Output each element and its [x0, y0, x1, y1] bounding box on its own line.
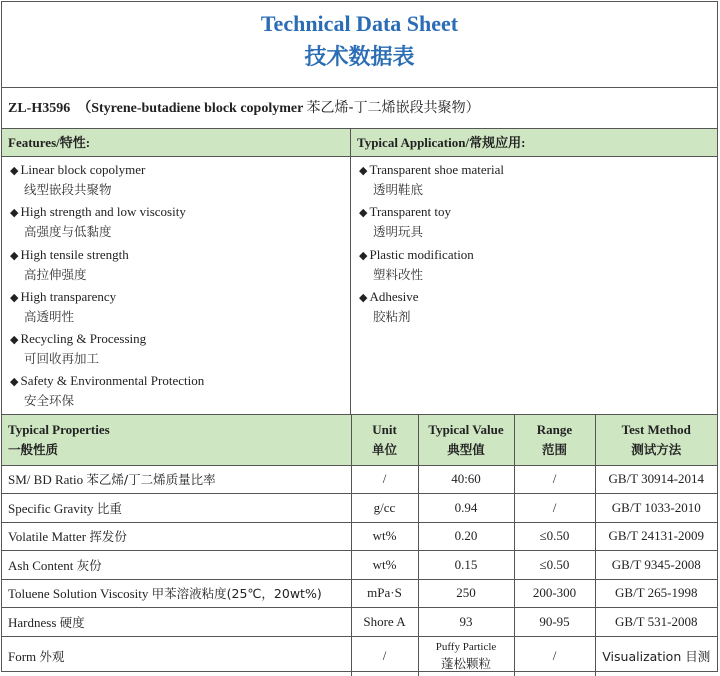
diamond-bullet-icon: ◆ [359, 249, 368, 262]
features-item [10, 330, 350, 372]
property-en: Hardness [8, 614, 57, 630]
features-item-en-text: Recycling & Processing [20, 331, 147, 347]
property-cell [2, 522, 351, 551]
unit-cell: Shore A [351, 608, 418, 637]
method-cell: GB/T 30914-2014 [595, 465, 717, 494]
property-cn: 挥发份 [89, 529, 127, 545]
range-cell: / [514, 494, 595, 523]
applications-item-en-text: Adhesive [369, 288, 419, 304]
unit-cell: mPa·S [351, 579, 418, 608]
range-cell: 90-95 [514, 608, 595, 637]
features-list [2, 157, 350, 415]
property-cell [2, 608, 351, 637]
features-item-cn: 可回收再加工 [24, 351, 100, 367]
table-row [2, 465, 717, 494]
header-en: Typical Properties [8, 421, 110, 437]
features-item [10, 372, 350, 414]
features-item [10, 246, 350, 288]
features-item-en [10, 288, 350, 307]
product-desc-cn: 苯乙烯-丁二烯嵌段共聚物） [306, 100, 480, 116]
features-item-cn: 安全环保 [24, 393, 75, 409]
applications-item-en-text: Transparent shoe material [369, 162, 505, 177]
applications-list [351, 157, 717, 330]
table-header-cell [514, 415, 595, 465]
applications-item [359, 246, 717, 288]
range-cell: 200-300 [514, 579, 595, 608]
features-item-en [10, 330, 350, 349]
table-row [2, 551, 717, 580]
title-block [2, 2, 717, 88]
property-en: Ash Content [8, 557, 74, 573]
value-en: Puffy Particle [435, 641, 497, 654]
diamond-bullet-icon: ◆ [10, 165, 19, 177]
value-cell: 0.15 [418, 551, 514, 580]
features-section [2, 129, 351, 414]
data-sheet [1, 1, 718, 672]
features-item-en-text: Linear block copolymer [20, 162, 146, 177]
unit-cell: wt% [351, 551, 418, 580]
value-cell [418, 636, 514, 676]
table-header-cell [595, 415, 717, 465]
features-item-en-text: Safety & Environmental Protection [20, 373, 205, 389]
features-item [10, 288, 350, 330]
features-item-en-text: High tensile strength [20, 246, 129, 262]
features-item-cn: 高强度与低黏度 [24, 224, 112, 240]
header-en: Typical Value [428, 421, 504, 437]
features-item-en [10, 246, 350, 265]
product-desc-en: （Styrene-butadiene block copolymer [77, 101, 304, 116]
unit-cell: / [351, 636, 418, 676]
property-en: Form [8, 649, 37, 665]
property-cn: 外观 [39, 649, 65, 665]
property-cell [2, 494, 351, 523]
applications-item-en-text: Transparent toy [369, 204, 451, 220]
table-header-cell [2, 415, 351, 465]
range-cell: / [514, 465, 595, 494]
page-title-cn: 技术数据表 [304, 45, 415, 70]
value-cell: 40:60 [418, 465, 514, 494]
applications-item-en [359, 161, 717, 180]
features-item-cn: 线型嵌段共聚物 [24, 182, 112, 197]
property-en: Toluene Solution Viscosity [8, 586, 149, 602]
property-cn: 比重 [96, 500, 122, 516]
header-en: Range [536, 421, 573, 437]
features-item-cn: 高拉伸强度 [24, 266, 87, 282]
applications-heading: Typical Application/常规应用: [351, 129, 717, 157]
method-cell: GB/T 9345-2008 [595, 551, 717, 580]
method-cell: Visualization 目测 [595, 636, 717, 676]
range-cell: ≤0.50 [514, 551, 595, 580]
applications-item-en [359, 246, 717, 265]
property-cell [2, 465, 351, 494]
property-cn: 硬度 [59, 614, 85, 630]
property-en: Specific Gravity [8, 500, 94, 516]
property-cn: 灰份 [76, 557, 102, 573]
applications-item-cn: 透明鞋底 [373, 182, 424, 197]
header-cn: 一般性质 [8, 441, 59, 457]
method-cell: GB/T 531-2008 [595, 608, 717, 637]
header-en: Unit [372, 421, 397, 437]
features-applications [2, 129, 717, 415]
value-cell: 250 [418, 579, 514, 608]
value-cn: 蓬松颗粒 [440, 656, 491, 672]
table-header-row [2, 415, 717, 465]
property-en: Volatile Matter [8, 529, 87, 545]
diamond-bullet-icon: ◆ [359, 207, 368, 220]
applications-item-cn: 胶粘剂 [373, 308, 411, 324]
applications-item-en [359, 203, 717, 222]
header-cn: 范围 [541, 441, 567, 457]
product-line [2, 88, 717, 129]
applications-item [359, 203, 717, 245]
features-item-en [10, 203, 350, 222]
diamond-bullet-icon: ◆ [10, 291, 19, 304]
header-cn: 单位 [371, 441, 397, 457]
table-header-cell [418, 415, 514, 465]
table-row [2, 608, 717, 637]
value-cell: 93 [418, 608, 514, 637]
range-cell: / [514, 636, 595, 676]
diamond-bullet-icon: ◆ [10, 249, 19, 262]
property-cell [2, 579, 351, 608]
applications-item [359, 161, 717, 203]
diamond-bullet-icon: ◆ [10, 376, 19, 389]
applications-section [351, 129, 717, 414]
header-en: Test Method [621, 421, 691, 437]
property-cell [2, 551, 351, 580]
property-cn: 甲苯溶液粘度(25℃，20wt%) [151, 586, 322, 602]
method-cell: GB/T 265-1998 [595, 579, 717, 608]
property-en: SM/ BD Ratio [8, 472, 84, 488]
unit-cell: wt% [351, 522, 418, 551]
diamond-bullet-icon: ◆ [359, 165, 368, 177]
unit-cell: g/cc [351, 494, 418, 523]
header-cn: 测试方法 [631, 441, 682, 457]
product-code: ZL-H3596 [8, 101, 71, 116]
applications-item-cn: 塑料改性 [373, 266, 424, 282]
value-cell: 0.20 [418, 522, 514, 551]
features-item-en-text: High transparency [20, 288, 117, 304]
applications-item-en [359, 288, 717, 307]
applications-item-cn: 透明玩具 [373, 224, 424, 240]
method-cell: GB/T 24131-2009 [595, 522, 717, 551]
unit-cell: / [351, 465, 418, 494]
diamond-bullet-icon: ◆ [359, 291, 368, 304]
table-header-cell [351, 415, 418, 465]
applications-item-en-text: Plastic modification [369, 246, 474, 262]
features-item [10, 203, 350, 245]
property-cell [2, 636, 351, 676]
diamond-bullet-icon: ◆ [10, 334, 19, 347]
features-item-en [10, 161, 350, 180]
table-row [2, 494, 717, 523]
property-cn: 苯乙烯/丁二烯质量比率 [86, 472, 216, 488]
diamond-bullet-icon: ◆ [10, 207, 19, 220]
features-item-cn: 高透明性 [24, 308, 75, 324]
value-cell: 0.94 [418, 494, 514, 523]
features-item-en-text: High strength and low viscosity [20, 204, 186, 220]
page-title: Technical Data Sheet [260, 11, 459, 36]
table-row [2, 579, 717, 608]
features-heading: Features/特性: [2, 129, 350, 157]
range-cell: ≤0.50 [514, 522, 595, 551]
features-item [10, 161, 350, 203]
method-cell: GB/T 1033-2010 [595, 494, 717, 523]
features-item-en [10, 372, 350, 391]
table-row-form [2, 636, 717, 676]
table-row [2, 522, 717, 551]
applications-item [359, 288, 717, 330]
header-cn: 典型值 [447, 441, 485, 457]
properties-table [2, 415, 717, 676]
